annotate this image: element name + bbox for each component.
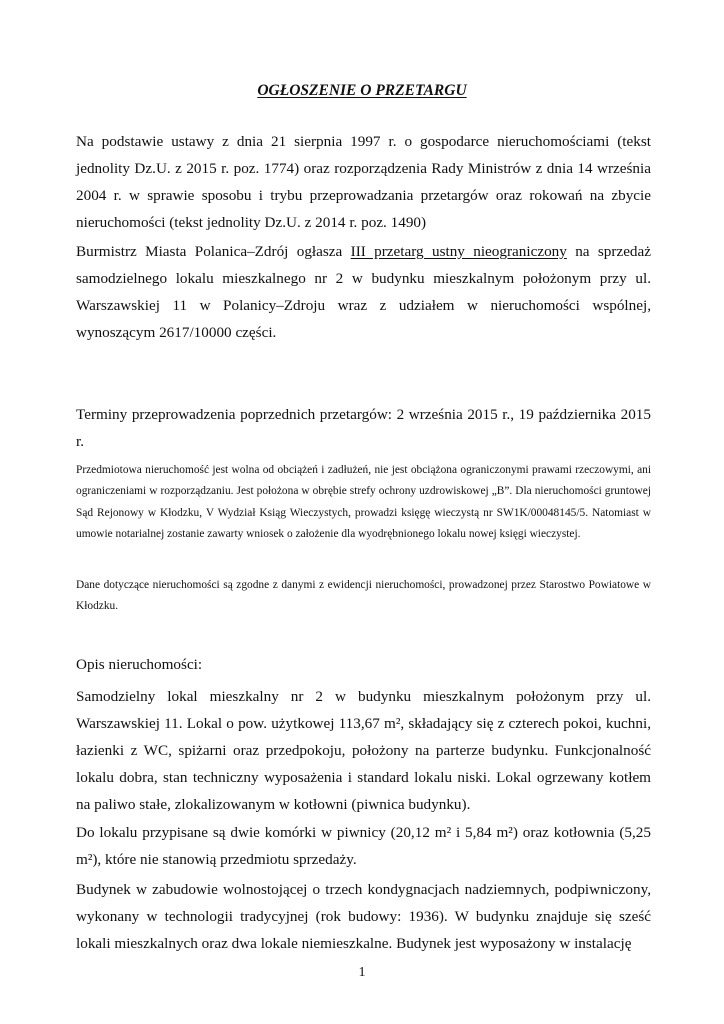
announcement-text-end: na sprzedaż samodzielnego lokalu mieszkalnego nr 2 w budynku mieszkalnym położonym przy ul. Warszawskiej 11 w Polanicy–Zdroju wraz z udziałem w nieruchomości wspólnej, wynoszącym 2617/10000 części. (76, 243, 652, 341)
description-paragraph-2: Do lokalu przypisane są dwie komórki w piwnicy (20,12 m² i 5,84 m²) oraz kotłownia (5,25 m²), które nie stanowią przedmiotu sprzedaży. (76, 824, 651, 868)
page-number: 1 (358, 965, 366, 980)
description-paragraph-1: Samodzielny lokal mieszkalny nr 2 w budynku mieszkalnym położonym przy ul. Warszawskiej 11. Lokal o pow. użytkowej 113,67 m², składający się z czterech pokoi, kuchni, łazienki z WC, spiżarni oraz przedpokoju, położony na parterze budynku. Funkcjonalność lokalu dobra, stan techniczny wyposażenia i standard lokalu niski. Lokal ogrzewany kotłem na paliwo stałe, zlokalizowanym w kotłowni (piwnica budynku). (76, 688, 651, 813)
document-title: OGŁOSZENIE O PRZETARGU (257, 82, 467, 99)
description-paragraph-3: Budynek w zabudowie wolnostojącej o trzech kondygnacjach nadziemnych, podpiwniczony, wykonany w technologii tradycyjnej (rok budowy: 1936). W budynku znajduje się sześć lokali mieszkalnych oraz dwa lokale niemieszkalne. Budynek jest wyposażony w instalację (76, 881, 651, 952)
registry-note: Dane dotyczące nieruchomości są zgodne z danymi z ewidencji nieruchomości, prowadzonej przez Starostwo Powiatowe w Kłodzku. (76, 579, 651, 613)
encumbrance-note: Przedmiotowa nieruchomość jest wolna od obciążeń i zadłużeń, nie jest obciążona ograniczonymi prawami rzeczowymi, ani ograniczeniami w rozporządzaniu. Jest położona w obrębie strefy ochrony uzdrowiskowej „B”. Dla nieruchomości gruntowej Sąd Rejonowy w Kłodzku, V Wydział Ksiąg Wieczystych, prowadzi księgę wieczystą nr SW1K/00048145/5. Natomiast w umowie notarialnej zostanie zawarty wniosek o założenie dla wyodrębnionego lokalu nowej księgi wieczystej. (76, 464, 651, 540)
description-heading: Opis nieruchomości: (76, 656, 203, 673)
legal-basis-paragraph: Na podstawie ustawy z dnia 21 sierpnia 1997 r. o gospodarce nieruchomościami (tekst jednolity Dz.U. z 2015 r. poz. 1774) oraz rozporządzenia Rady Ministrów z dnia 14 września 2004 r. w sprawie sposobu i trybu przeprowadzania przetargów oraz rokowań na zbycie nieruchomości (tekst jednolity Dz.U. z 2014 r. poz. 1490) (76, 133, 651, 231)
announcement-text-start: Burmistrz Miasta Polanica–Zdrój ogłasza (76, 243, 351, 260)
auction-type-underlined: III przetarg ustny nieograniczony (350, 243, 567, 260)
announcement-paragraph (76, 238, 651, 346)
previous-auctions-paragraph: Terminy przeprowadzenia poprzednich przetargów: 2 września 2015 r., 19 października 2015 r. (76, 406, 651, 450)
